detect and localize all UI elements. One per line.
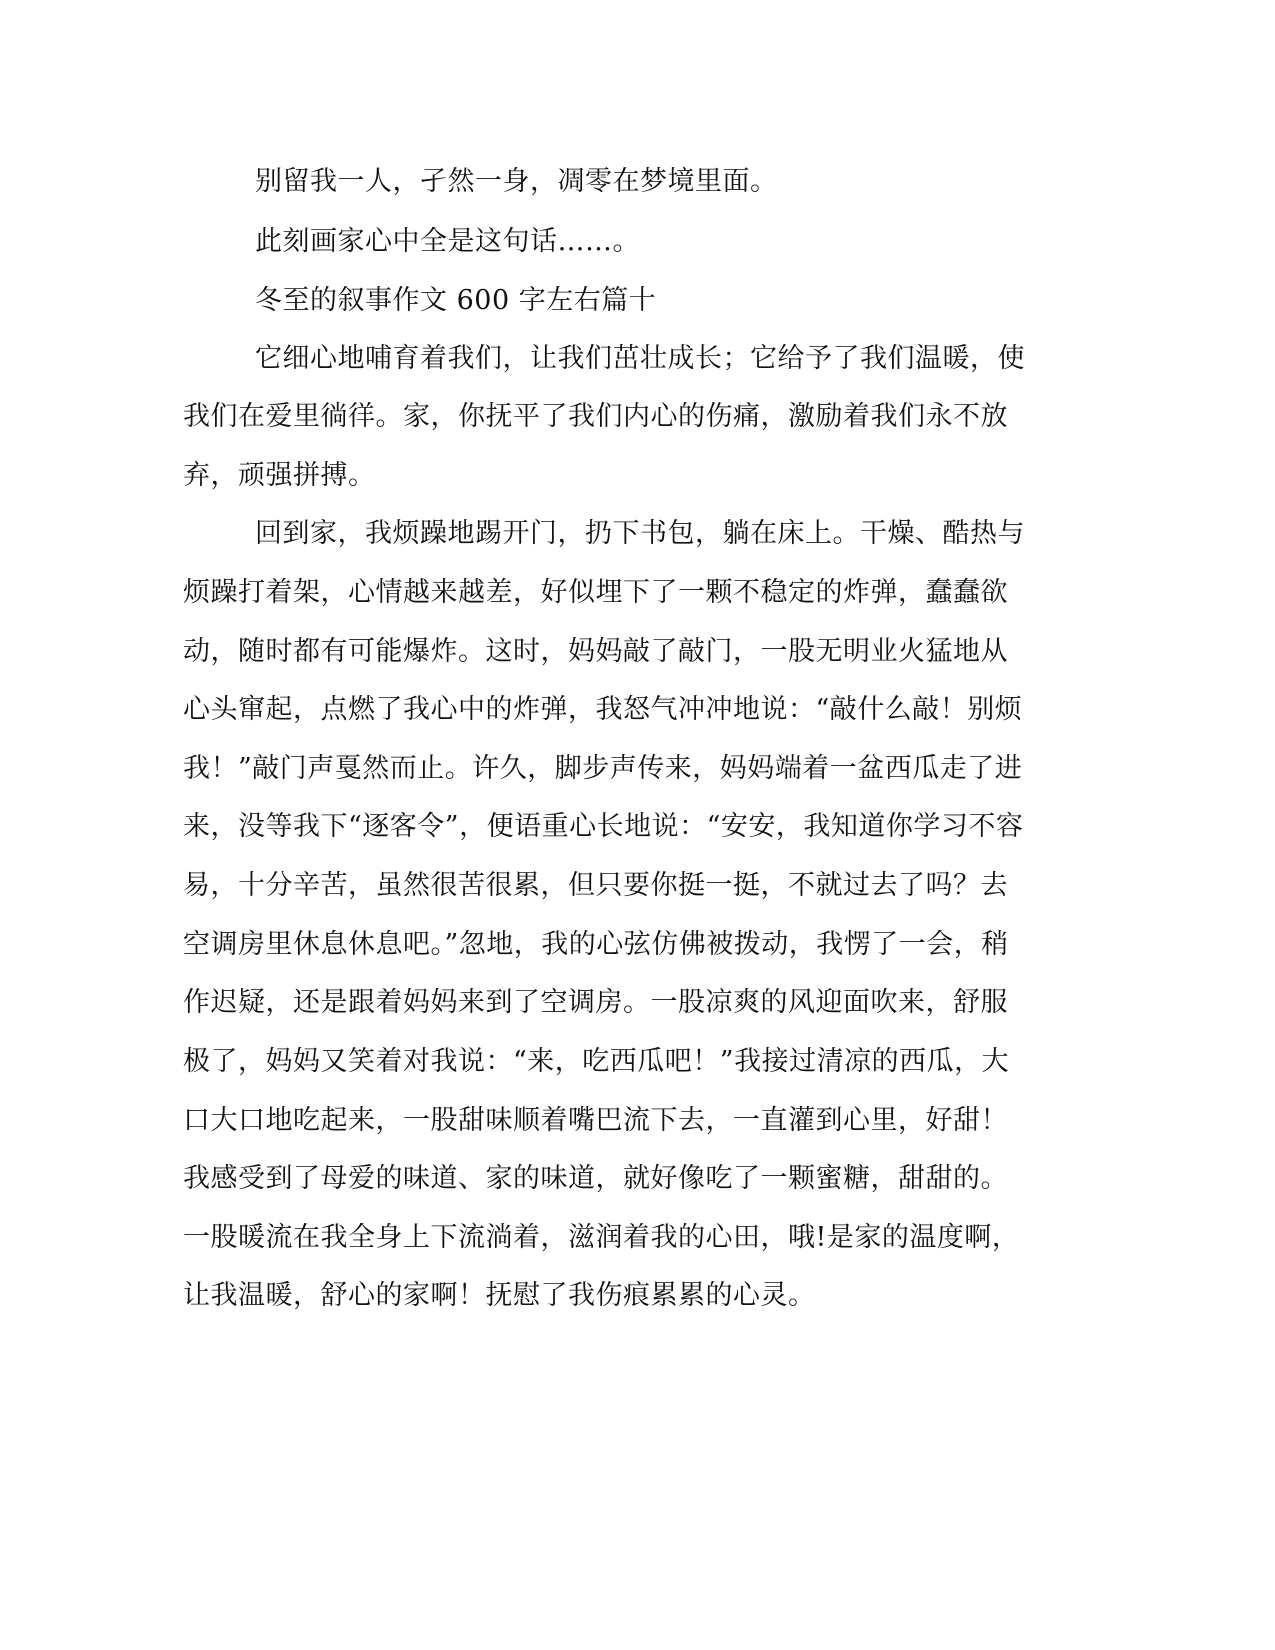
paragraph-line: 别留我一人，孑然一身，凋零在梦境里面。 — [255, 166, 778, 197]
section-heading: 冬至的叙事作文 600 字左右篇十 — [255, 285, 657, 316]
paragraph-line: 一股暖流在我全身上下流淌着，滋润着我的心田，哦!是家的温度啊， — [183, 1222, 1020, 1253]
paragraph-line: 弃，顽强拼搏。 — [183, 460, 376, 491]
paragraph-line: 心头窜起，点燃了我心中的炸弹，我怒气冲冲地说：“敲什么敲！别烦 — [183, 694, 1023, 725]
paragraph-line: 来，没等我下“逐客令”，便语重心长地说：“安安，我知道你学习不容 — [183, 811, 1024, 842]
paragraph-line: 让我温暖，舒心的家啊！抚慰了我伤痕累累的心灵。 — [183, 1280, 816, 1311]
paragraph-line: 极了，妈妈又笑着对我说：“来，吃西瓜吧！”我接过清凉的西瓜，大 — [183, 1046, 1010, 1077]
paragraph-line: 易，十分辛苦，虽然很苦很累，但只要你挺一挺，不就过去了吗？去 — [183, 870, 1008, 901]
paragraph-line: 此刻画家心中全是这句话……。 — [255, 226, 640, 257]
paragraph-line: 作迟疑，还是跟着妈妈来到了空调房。一股凉爽的风迎面吹来，舒服 — [183, 987, 1008, 1018]
paragraph-line: 动，随时都有可能爆炸。这时，妈妈敲了敲门，一股无明业火猛地从 — [183, 636, 1008, 667]
paragraph-line: 它细心地哺育着我们，让我们茁壮成长；它给予了我们温暖，使 — [255, 343, 1025, 374]
paragraph-line: 我！”敲门声戛然而止。许久，脚步声传来，妈妈端着一盆西瓜走了进 — [183, 753, 1023, 784]
paragraph-line: 烦躁打着架，心情越来越差，好似埋下了一颗不稳定的炸弹，蠢蠢欲 — [183, 577, 1008, 608]
paragraph-line: 回到家，我烦躁地踢开门，扔下书包，躺在床上。干燥、酷热与 — [255, 518, 1025, 549]
paragraph-line: 我们在爱里徜徉。家，你抚平了我们内心的伤痛，激励着我们永不放 — [183, 401, 1008, 432]
paragraph-line: 空调房里休息休息吧。”忽地，我的心弦仿佛被拨动，我愣了一会，稍 — [183, 929, 1009, 960]
paragraph-line: 口大口地吃起来，一股甜味顺着嘴巴流下去，一直灌到心里，好甜！ — [183, 1105, 1008, 1136]
paragraph-line: 我感受到了母爱的味道、家的味道，就好像吃了一颗蜜糖，甜甜的。 — [183, 1163, 1008, 1194]
